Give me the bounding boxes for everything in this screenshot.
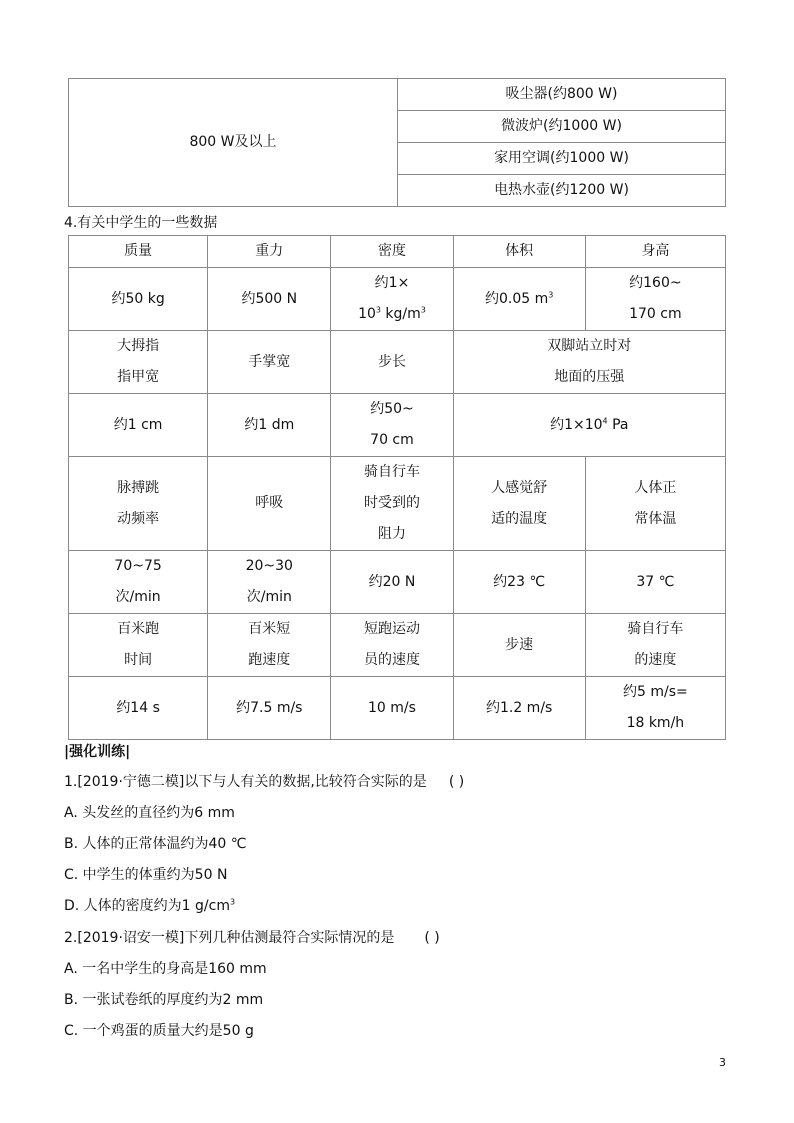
q2-option-a: A. 一名中学生的身高是160 mm (64, 961, 267, 977)
header-weight: 重力 (208, 236, 331, 268)
question-1-stem: 1.[2019·宁德二模]以下与人有关的数据,比较符合实际的是 ( ) (64, 774, 465, 790)
q1-option-b: B. 人体的正常体温约为40 ℃ (64, 836, 247, 852)
label-pulse-rate: 脉搏跳 动频率 (69, 457, 208, 551)
power-category: 800 W及以上 (69, 79, 398, 207)
power-item: 家用空调(约1000 W) (398, 143, 726, 175)
label-palm-width: 手掌宽 (208, 331, 331, 394)
label-bike-resistance: 骑自行车 时受到的 阻力 (331, 457, 453, 551)
label-sprint-speed: 百米短 跑速度 (208, 614, 331, 677)
training-header: |强化训练| (64, 744, 131, 760)
label-athlete-speed: 短跑运动 员的速度 (331, 614, 453, 677)
value-bike-resistance: 约20 N (331, 551, 453, 614)
power-table (68, 78, 726, 207)
student-data-table (68, 235, 726, 740)
value-standing-pressure: 约$1\times 10^4$ Pa (453, 394, 725, 457)
value-volume: 约0.05 $m^3$ (453, 268, 585, 331)
label-body-temp: 人体正 常体温 (585, 457, 725, 551)
power-item: 电热水壶(约1200 W) (398, 175, 726, 207)
label-step-length: 步长 (331, 331, 453, 394)
value-walk-speed: 约1.2 m/s (453, 677, 585, 740)
label-breathing: 呼吸 (208, 457, 331, 551)
header-volume: 体积 (453, 236, 585, 268)
question-2-stem: 2.[2019·诏安一模]下列几种估测最符合实际情况的是 ( ) (64, 930, 440, 946)
label-sprint-time: 百米跑 时间 (69, 614, 208, 677)
q2-option-b: B. 一张试卷纸的厚度约为2 mm (64, 992, 264, 1008)
label-walk-speed: 步速 (453, 614, 585, 677)
value-step-length: 约50~ 70 cm (331, 394, 453, 457)
power-item: 吸尘器(约800 W) (398, 79, 726, 111)
value-sprint-time: 约14 s (69, 677, 208, 740)
label-bike-speed: 骑自行车 的速度 (585, 614, 725, 677)
section-4-title: 4.有关中学生的一些数据 (64, 215, 218, 231)
value-athlete-speed: 10 m/s (331, 677, 453, 740)
value-comfort-temp: 约23 ℃ (453, 551, 585, 614)
q1-option-a: A. 头发丝的直径约为6 mm (64, 805, 235, 821)
page-number: 3 (719, 1056, 726, 1069)
q2-option-c: C. 一个鸡蛋的质量大约是50 g (64, 1023, 254, 1039)
header-density: 密度 (331, 236, 453, 268)
value-thumb-nail: 约1 cm (69, 394, 208, 457)
header-mass: 质量 (69, 236, 208, 268)
q1-option-d: D. 人体的密度约为1 $g/cm^3$ (64, 897, 236, 914)
value-bike-speed: 约5 m/s= 18 km/h (585, 677, 725, 740)
value-breathing: 20~30 次/min (208, 551, 331, 614)
value-density: 约1× $10^3$ $kg/m^3$ (331, 268, 453, 331)
value-palm-width: 约1 dm (208, 394, 331, 457)
label-standing-pressure: 双脚站立时对 地面的压强 (453, 331, 725, 394)
q1-option-c: C. 中学生的体重约为50 N (64, 867, 228, 883)
value-sprint-speed: 约7.5 m/s (208, 677, 331, 740)
value-mass: 约50 kg (69, 268, 208, 331)
value-pulse-rate: 70~75 次/min (69, 551, 208, 614)
label-thumb-nail: 大拇指 指甲宽 (69, 331, 208, 394)
value-body-temp: 37 ℃ (585, 551, 725, 614)
label-comfort-temp: 人感觉舒 适的温度 (453, 457, 585, 551)
value-weight: 约500 N (208, 268, 331, 331)
value-height: 约160~ 170 cm (585, 268, 725, 331)
header-height: 身高 (585, 236, 725, 268)
power-item: 微波炉(约1000 W) (398, 111, 726, 143)
